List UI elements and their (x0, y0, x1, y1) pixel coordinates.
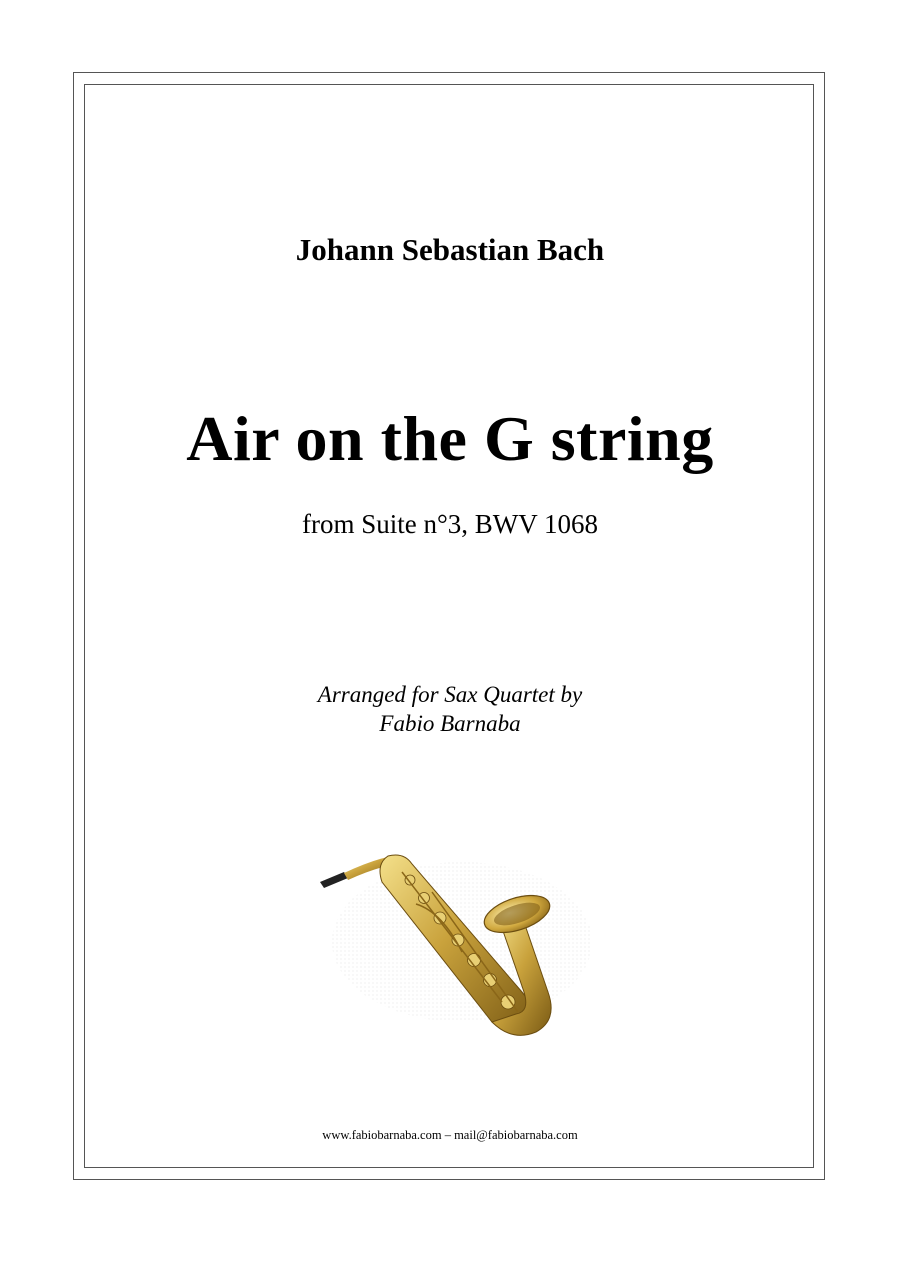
arranger-name: Fabio Barnaba (379, 711, 521, 736)
piece-title: Air on the G string (186, 403, 714, 474)
piece-subtitle: from Suite n°3, BWV 1068 (301, 509, 599, 539)
composer-name: Johann Sebastian Bach (295, 232, 605, 267)
arranger-credit (0, 680, 900, 738)
contact-footer: www.fabiobarnaba.com – mail@fabiobarnaba.com (322, 1128, 578, 1142)
arranged-for-line: Arranged for Sax Quartet by (317, 682, 583, 707)
saxophone-icon (312, 842, 592, 1052)
